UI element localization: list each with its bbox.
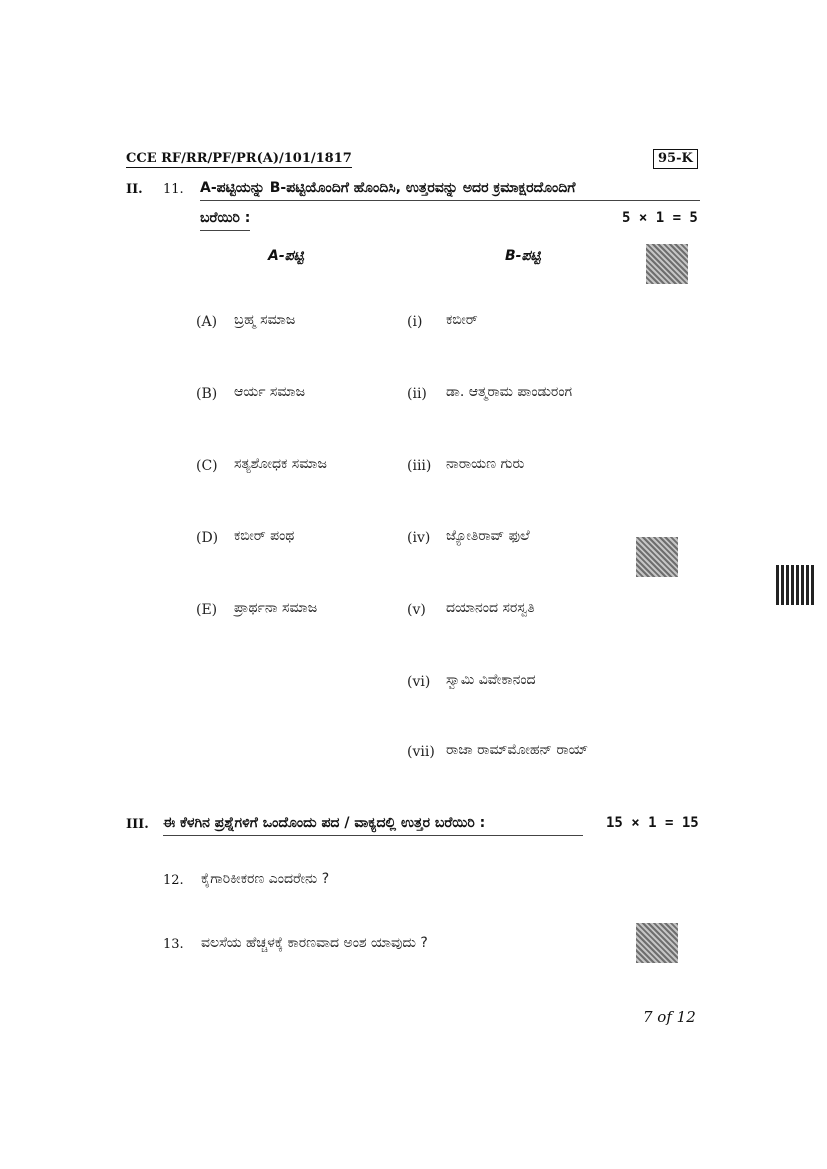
list-a-label: (A)	[196, 314, 218, 330]
qr-code-icon	[776, 565, 816, 605]
list-b-label: (v)	[407, 602, 426, 618]
list-b-item: ದಯಾನಂದ ಸರಸ್ವತಿ	[446, 600, 535, 616]
page-number: 7 of 12	[643, 1008, 696, 1026]
question-number: 13.	[163, 937, 184, 952]
paper-id-box: 95-K	[653, 149, 698, 169]
list-b-item: ನಾರಾಯಣ ಗುರು	[446, 456, 525, 472]
list-a-item: ಆರ್ಯ ಸಮಾಜ	[234, 384, 306, 400]
list-b-label: (iii)	[407, 458, 432, 474]
section2-marks: 5 × 1 = 5	[622, 210, 698, 226]
list-b-label: (vii)	[407, 744, 435, 760]
section3-instruction: ಈ ಕೆಳಗಿನ ಪ್ರಶ್ನೆಗಳಿಗೆ ಒಂದೊಂದು ಪದ / ವಾಕ್ಯದಲ್ಲಿ ಉತ್ತರ ಬರೆಯಿರಿ :	[163, 815, 583, 836]
list-a-label: (E)	[196, 602, 218, 618]
paper-code: CCE RF/RR/PF/PR(A)/101/1817	[126, 151, 352, 166]
list-a-item: ಬ್ರಹ್ಮ ಸಮಾಜ	[234, 312, 296, 328]
question-number: 12.	[163, 873, 184, 888]
column-b-heading: B-ಪಟ್ಟಿ	[505, 248, 541, 264]
list-a-item: ಪ್ರಾರ್ಥನಾ ಸಮಾಜ	[234, 600, 318, 616]
question-text: ಕೈಗಾರಿಕೀಕರಣ ಎಂದರೇನು ?	[201, 871, 330, 887]
match-instruction-line2: ಬರೆಯಿರಿ :	[200, 210, 250, 231]
qr-code-icon	[636, 923, 678, 963]
list-a-item: ಸತ್ಯಶೋಧಕ ಸಮಾಜ	[234, 456, 327, 472]
section3-marks: 15 × 1 = 15	[606, 815, 699, 831]
list-b-label: (vi)	[407, 674, 431, 690]
section-numeral-3: III.	[126, 817, 149, 832]
qr-code-icon	[646, 244, 688, 284]
match-instruction-line1: A-ಪಟ್ಟಿಯನ್ನು B-ಪಟ್ಟಿಯೊಂದಿಗೆ ಹೊಂದಿಸಿ, ಉತ್ತರವನ್ನು ಅದರ ಕ್ರಮಾಕ್ಷರದೊಂದಿಗೆ	[200, 180, 700, 201]
list-a-item: ಕಬೀರ್ ಪಂಥ	[234, 528, 295, 544]
list-b-item: ಸ್ವಾಮಿ ವಿವೇಕಾನಂದ	[446, 672, 536, 688]
list-a-label: (C)	[196, 458, 218, 474]
list-b-item: ಡಾ. ಆತ್ಮರಾಮ ಪಾಂಡುರಂಗ	[446, 384, 573, 400]
qr-code-icon	[636, 537, 678, 577]
section-numeral-2: II.	[126, 182, 143, 197]
list-b-item: ಜ್ಯೋತಿರಾವ್ ಫುಲೆ	[446, 528, 530, 544]
list-b-item: ರಾಜಾ ರಾಮ್‌ಮೋಹನ್ ರಾಯ್	[446, 742, 589, 758]
list-b-label: (i)	[407, 314, 423, 330]
list-b-label: (ii)	[407, 386, 427, 402]
list-b-item: ಕಬೀರ್	[446, 312, 478, 328]
list-b-label: (iv)	[407, 530, 431, 546]
list-a-label: (D)	[196, 530, 219, 546]
column-a-heading: A-ಪಟ್ಟಿ	[268, 248, 304, 264]
question-text: ವಲಸೆಯ ಹೆಚ್ಚಳಕ್ಕೆ ಕಾರಣವಾದ ಅಂಶ ಯಾವುದು ?	[201, 935, 428, 951]
question-number-11: 11.	[163, 182, 184, 197]
list-a-label: (B)	[196, 386, 218, 402]
